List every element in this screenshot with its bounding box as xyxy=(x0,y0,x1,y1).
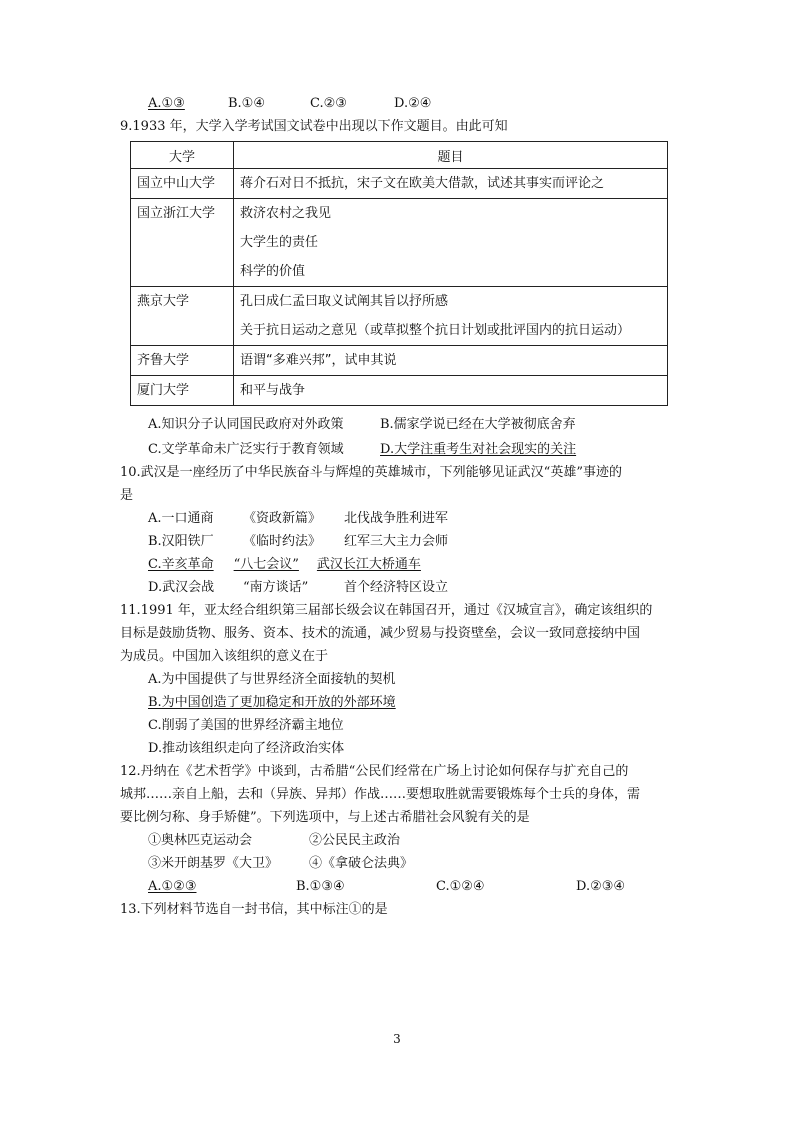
topics-cell xyxy=(234,169,668,199)
q11-stem-line: 11.1991 年，亚太经合组织第三届部长级会议在韩国召开，通过《汉城宣言》，确定该组织的 xyxy=(120,603,653,618)
table-header: 题目 xyxy=(234,142,668,169)
q10-option-d-c3: 首个经济特区设立 xyxy=(344,580,449,595)
q9-option-c: C.文学革命未广泛实行于教育领域 xyxy=(148,442,344,457)
q12-stem-line: 12.丹纳在《艺术哲学》中谈到，古希腊“公民们经常在广场上讨论如何保存与扩充自己的 xyxy=(120,764,629,779)
page-number: 3 xyxy=(393,1032,401,1046)
topic: 孔曰成仁孟曰取义试阐其旨以抒所感 xyxy=(240,294,449,309)
table-row xyxy=(131,346,668,376)
q11-option-a: A.为中国提供了与世界经济全面接轨的契机 xyxy=(148,672,396,687)
q11-option-d: D.推动该组织走向了经济政治实体 xyxy=(148,741,345,756)
q12-stem-line: 城邦……亲自上船，去和（异族、异邦）作战……要想取胜就需要锻炼每个士兵的身体，需 xyxy=(120,787,641,802)
q10-option-c-c2: “八七会议” xyxy=(233,557,299,572)
topic: 关于抗日运动之意见（或草拟整个抗日计划或批评国内的抗日运动） xyxy=(240,323,631,338)
q8-option-c: C.②③ xyxy=(310,96,347,111)
q12-option-d: D.②③④ xyxy=(576,879,626,894)
topic: 科学的价值 xyxy=(240,264,306,279)
university-cell: 国立浙江大学 xyxy=(131,199,234,287)
q10-option-b-c2: 《临时约法》 xyxy=(243,534,322,549)
q12-option-a: A.①②③ xyxy=(148,879,197,894)
table-row xyxy=(131,376,668,406)
q11-stem-line: 目标是鼓励货物、服务、资本、技术的流通，减少贸易与投资壁垒，会议一致同意接纳中国 xyxy=(120,626,641,641)
q10-option-b-c1: B.汉阳铁厂 xyxy=(148,534,214,549)
q10-option-a-c3: 北伐战争胜利进军 xyxy=(344,511,449,526)
table-row xyxy=(131,287,668,346)
q10-option-a-c2: 《资政新篇》 xyxy=(243,511,322,526)
topics-cell xyxy=(234,376,668,406)
q10-option-c-c1: C.辛亥革命 xyxy=(148,557,214,572)
university-cell: 厦门大学 xyxy=(131,376,234,406)
q11-option-c: C.削弱了美国的世界经济霸主地位 xyxy=(148,718,344,733)
university-cell: 燕京大学 xyxy=(131,287,234,346)
q9-option-d: D.大学注重考生对社会现实的关注 xyxy=(380,442,577,457)
q10-option-b-c3: 红军三大主力会师 xyxy=(344,534,449,549)
q12-item-3: ③米开朗基罗《大卫》 xyxy=(148,856,279,871)
topic: 救济农村之我见 xyxy=(240,206,332,221)
q10-option-d-c2: “南方谈话” xyxy=(243,580,309,595)
q11-option-b: B.为中国创造了更加稳定和开放的外部环境 xyxy=(148,695,396,710)
table-header-row xyxy=(131,142,668,169)
q10-stem-line: 是 xyxy=(120,488,134,503)
topics-cell xyxy=(234,346,668,376)
q8-option-b: B.①④ xyxy=(228,96,265,111)
q12-item-2: ②公民民主政治 xyxy=(309,833,401,848)
table-row xyxy=(131,199,668,287)
q12-option-b: B.①③④ xyxy=(296,879,345,894)
q12-item-1: ①奥林匹克运动会 xyxy=(148,833,253,848)
table-header: 大学 xyxy=(131,142,234,169)
q10-stem-line: 10.武汉是一座经历了中华民族奋斗与辉煌的英雄城市，下列能够见证武汉“英雄”事迹的 xyxy=(120,465,622,480)
q9-table xyxy=(130,141,668,406)
q8-option-d: D.②④ xyxy=(394,96,432,111)
q8-option-a: A.①③ xyxy=(148,96,185,111)
q9-option-b: B.儒家学说已经在大学被彻底舍弃 xyxy=(380,417,576,432)
q10-option-c-row xyxy=(148,557,456,573)
university-cell: 国立中山大学 xyxy=(131,169,234,199)
q12-stem-line: 要比例匀称、身手矫健”。下列选项中，与上述古希腊社会风貌有关的是 xyxy=(120,810,530,825)
q12-option-c: C.①②④ xyxy=(436,879,485,894)
q9-stem: 9.1933 年，大学入学考试国文试卷中出现以下作文题目。由此可知 xyxy=(120,119,508,134)
q9-option-a: A.知识分子认同国民政府对外政策 xyxy=(148,417,344,432)
q12-item-4: ④《拿破仑法典》 xyxy=(309,856,414,871)
table-row xyxy=(131,169,668,199)
q10-option-d-c1: D.武汉会战 xyxy=(148,580,215,595)
topic: 和平与战争 xyxy=(240,383,306,398)
q10-option-a-c1: A.一口通商 xyxy=(148,511,214,526)
topic: 大学生的责任 xyxy=(240,235,319,250)
university-cell: 齐鲁大学 xyxy=(131,346,234,376)
q13-stem: 13.下列材料节选自一封书信，其中标注①的是 xyxy=(120,902,388,917)
topics-cell xyxy=(234,287,668,346)
topics-cell xyxy=(234,199,668,287)
q10-option-c-c3: 武汉长江大桥通车 xyxy=(316,557,421,572)
topic: 语谓“多难兴邦”，试申其说 xyxy=(240,353,397,368)
topic: 蒋介石对日不抵抗，宋子文在欧美大借款，试述其事实而评论之 xyxy=(240,176,605,191)
q11-stem-line: 为成员。中国加入该组织的意义在于 xyxy=(120,649,329,664)
